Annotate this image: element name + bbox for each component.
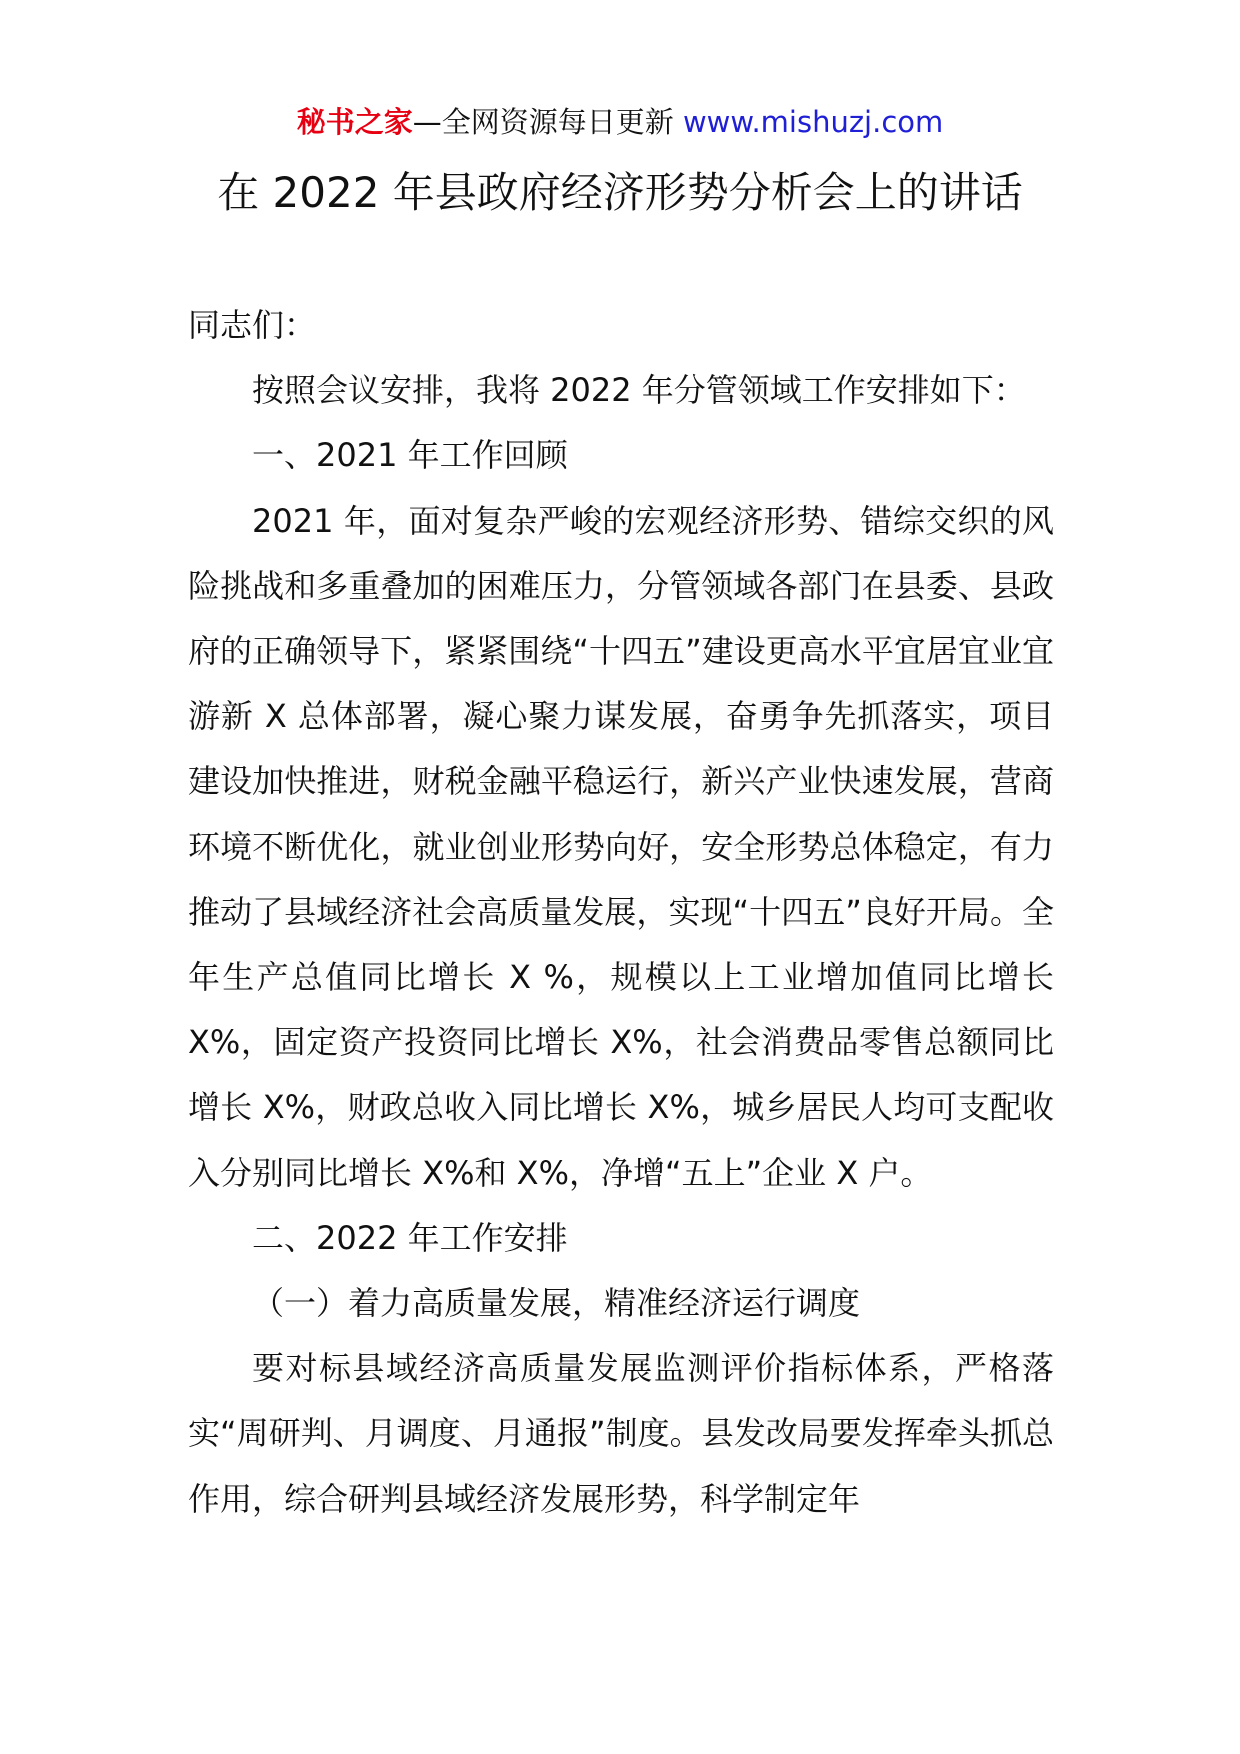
document-title: 在 2022 年县政府经济形势分析会上的讲话 xyxy=(217,168,1023,217)
section-heading-plan: 二、2022 年工作安排 xyxy=(252,1218,568,1257)
document-body xyxy=(188,293,1054,1532)
site-header xyxy=(0,100,1240,144)
review-paragraph: 2021 年，面对复杂严峻的宏观经济形势、错综交织的风险挑战和多重叠加的困难压力，分管领域各部门在县委、县政府的正确领导下，紧紧围绕“十四五”建设更高水平宜居宜业宜游新 X 总体部署，凝心聚力谋发展，奋勇争先抓落实，项目建设加快推进，财税金融平稳运行，新兴产业快速发展，营商环境不断优化，就业创业形势向好，安全形势总体稳定，有力推动了县域经济社会高质量发展，实现“十四五”良好开局。全年生产总值同比增长 X %，规模以上工业增加值同比增长 X%，固定资产投资同比增长 X%，社会消费品零售总额同比增长 X%，财政总收入同比增长 X%，城乡居民人均可支配收入分别同比增长 X%和 X%，净增“五上”企业 X 户。 xyxy=(188,501,1054,1192)
brand-name: 秘书之家 xyxy=(296,105,413,139)
header-tagline: —全网资源每日更新 xyxy=(412,105,683,139)
salutation: 同志们： xyxy=(188,306,317,344)
intro-paragraph: 按照会议安排，我将 2022 年分管领域工作安排如下： xyxy=(252,371,1026,410)
subsection-heading-1: （一）着力高质量发展，精准经济运行调度 xyxy=(252,1284,861,1323)
subsection-1-paragraph: 要对标县域经济高质量发展监测评价指标体系，严格落实“周研判、月调度、月通报”制度。县发改局要发挥牵头抓总作用，综合研判县域经济发展形势，科学制定年 xyxy=(188,1349,1054,1518)
site-url[interactable]: www.mishuzj.com xyxy=(682,105,944,139)
section-heading-review: 一、2021 年工作回顾 xyxy=(252,436,568,475)
